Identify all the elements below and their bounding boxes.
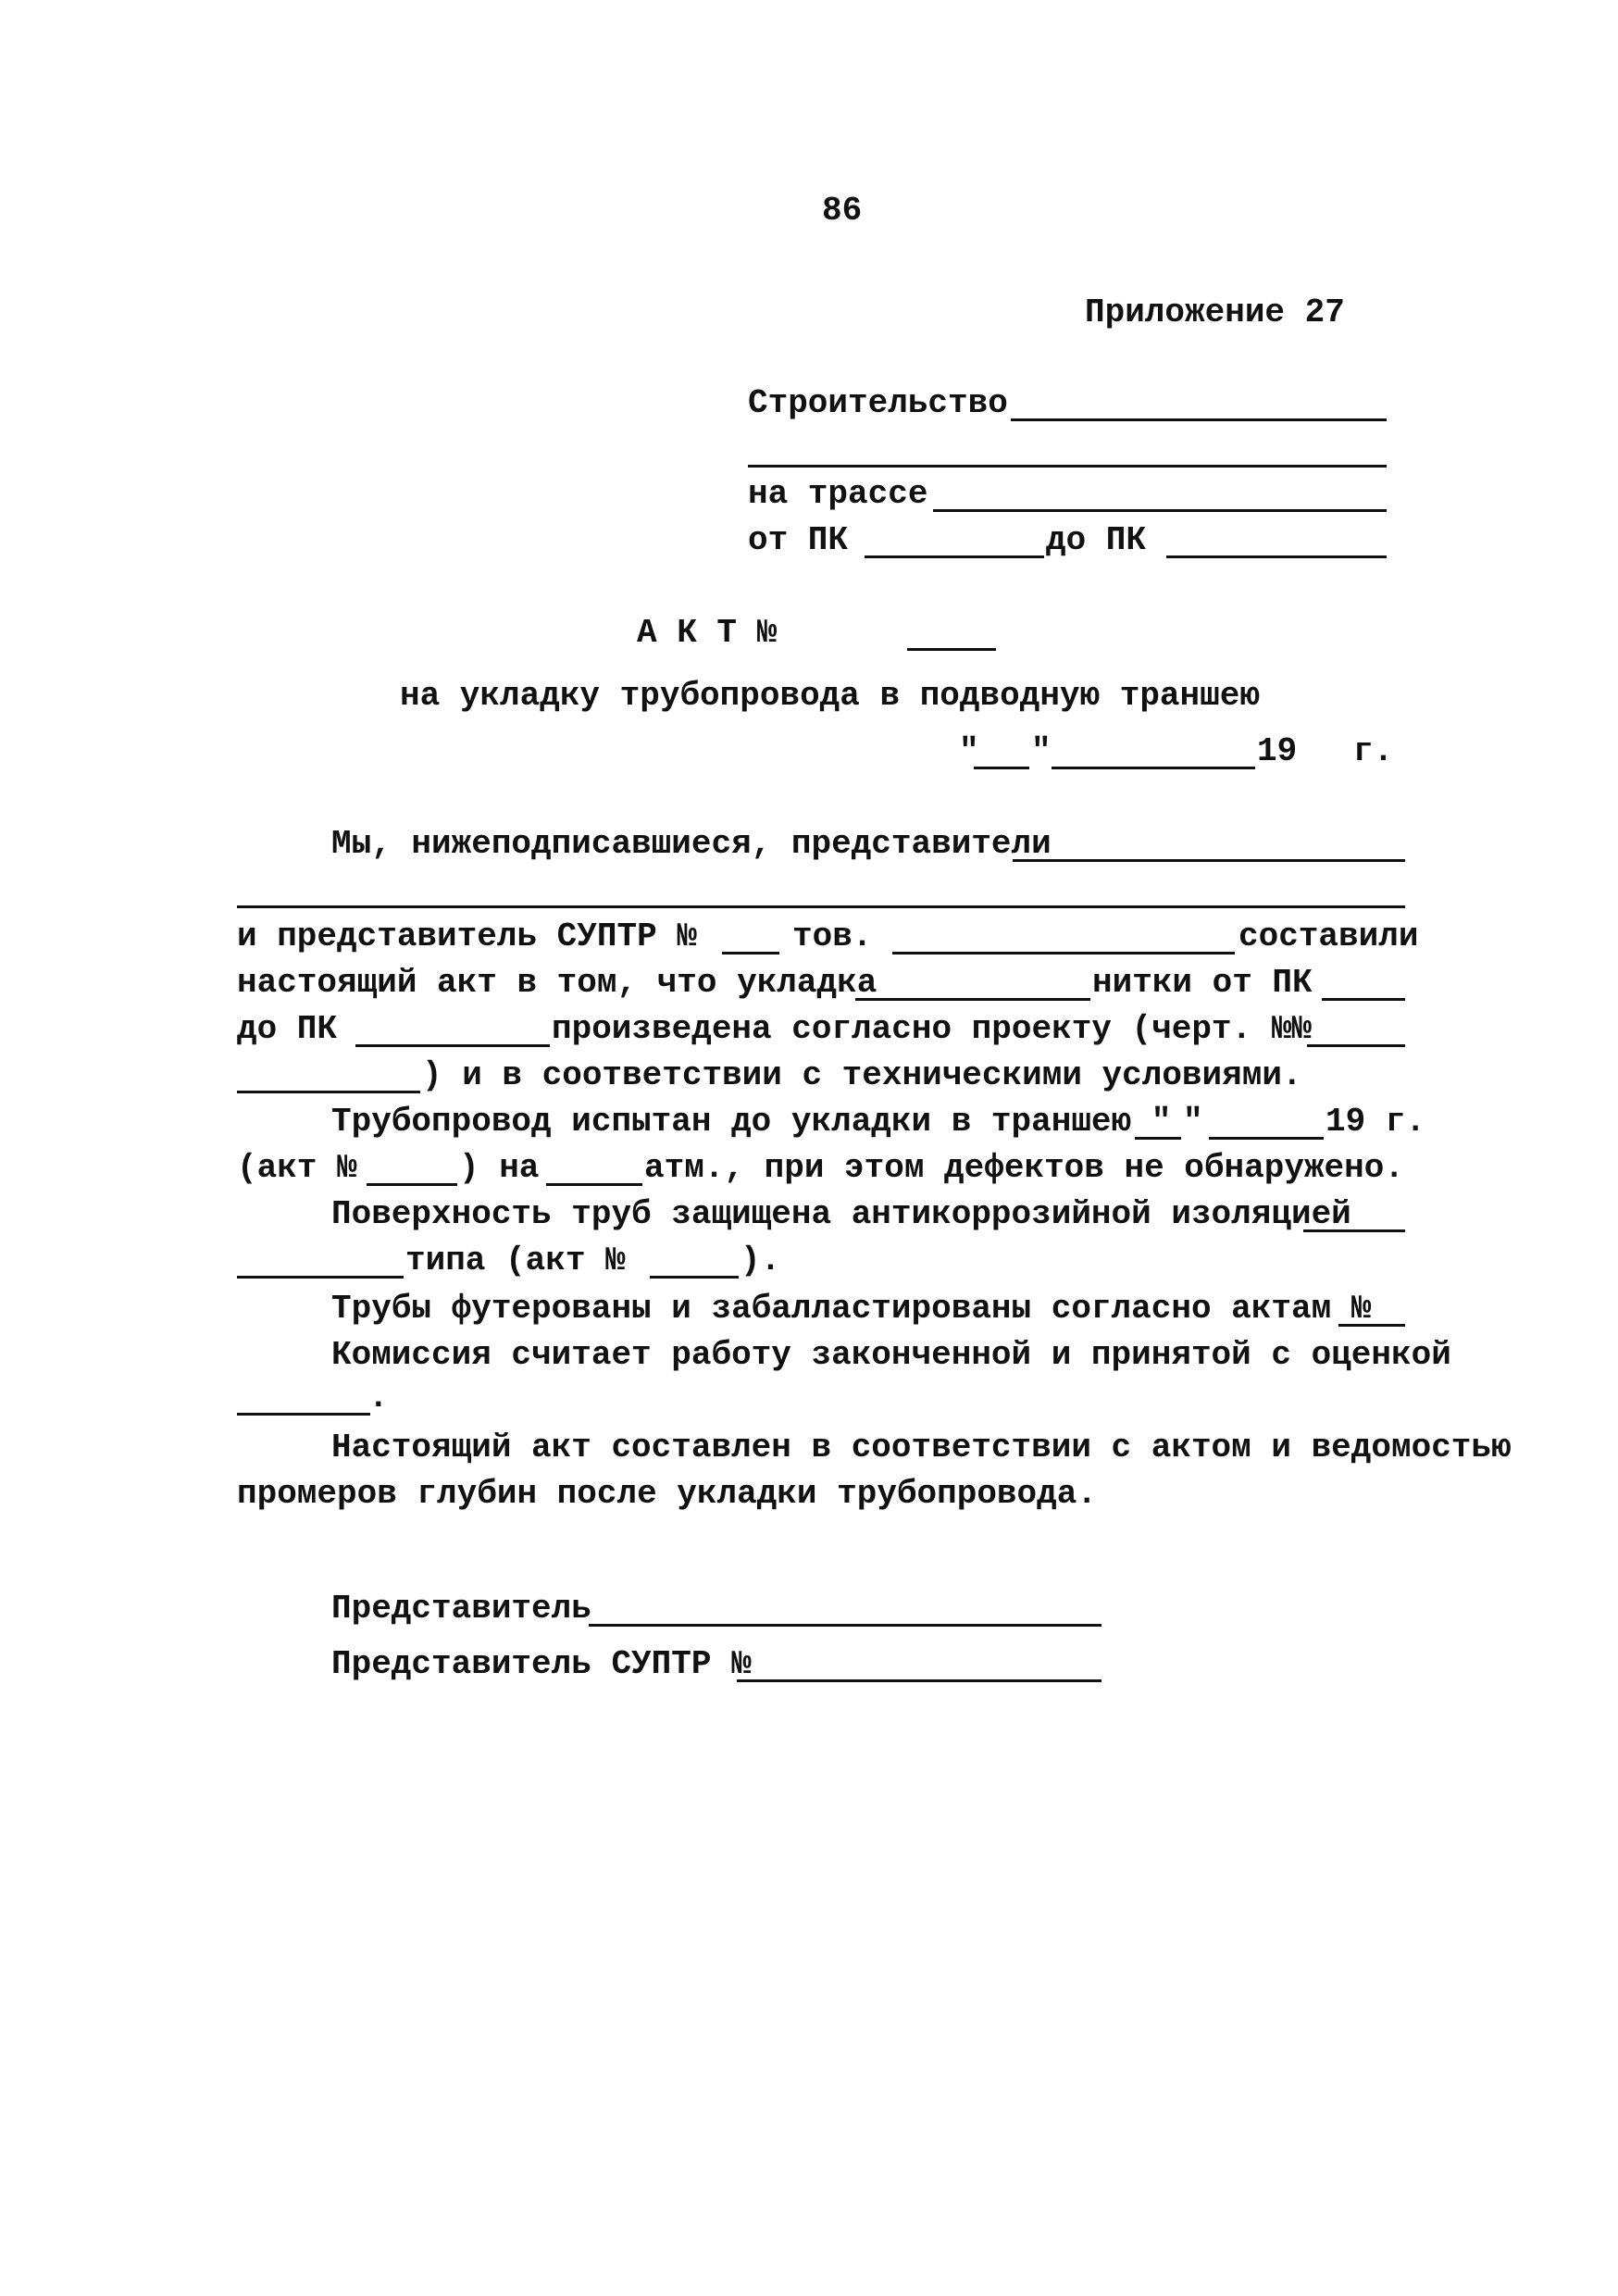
drawing-field-2[interactable]: [237, 1091, 420, 1093]
body-line-10b: ).: [741, 1242, 781, 1279]
insulation-field[interactable]: [1303, 1229, 1405, 1232]
ballast-acts-field[interactable]: [1338, 1324, 1405, 1327]
representatives-field-2[interactable]: [237, 905, 1405, 908]
suptr-number-field[interactable]: [722, 952, 779, 955]
drawing-field[interactable]: [1307, 1044, 1405, 1047]
from-pk-label: от ПК: [748, 521, 849, 559]
from-pk-field[interactable]: [865, 555, 1044, 558]
route-label: на трассе: [748, 475, 928, 513]
thread-field[interactable]: [855, 998, 1090, 1001]
insulation-act-field[interactable]: [650, 1276, 739, 1279]
act-number-field[interactable]: [907, 648, 996, 651]
test-day-field[interactable]: [1135, 1137, 1181, 1140]
body-line-3c: составили: [1238, 917, 1419, 955]
body-line-5a: до ПК: [237, 1010, 338, 1048]
to-pk-label: до ПК: [1046, 521, 1147, 559]
date-quote-close: ": [1031, 732, 1052, 770]
insulation-field-2[interactable]: [237, 1276, 404, 1279]
construction-field[interactable]: [1011, 418, 1387, 421]
body-line-8c: атм., при этом дефектов не обнаружено.: [644, 1149, 1404, 1187]
body-line-8a: (акт №: [237, 1149, 357, 1187]
body-line-13: .: [368, 1379, 389, 1416]
to-pk-field[interactable]: [1166, 555, 1387, 558]
body-line-14: Настоящий акт составлен в соответствии с актом и ведомостью: [331, 1429, 1512, 1466]
body-line-10a: типа (акт №: [405, 1242, 626, 1279]
from-pk-body-field[interactable]: [1322, 998, 1405, 1001]
representatives-field[interactable]: [1013, 859, 1405, 862]
grade-field[interactable]: [237, 1413, 370, 1416]
body-line-3b: тов.: [792, 917, 873, 955]
body-line-4a: настоящий акт в том, что укладка: [237, 964, 877, 1002]
date-quote-open: ": [959, 732, 979, 770]
pressure-field[interactable]: [546, 1183, 642, 1186]
comrade-field[interactable]: [892, 952, 1235, 955]
body-line-7a: Трубопровод испытан до укладки в траншею ": [331, 1103, 1172, 1141]
to-pk-body-field[interactable]: [355, 1044, 550, 1047]
body-line-7c: 19 г.: [1326, 1103, 1426, 1141]
body-line-3a: и представитель СУПТР №: [237, 917, 697, 955]
signature-suptr-field[interactable]: [737, 1679, 1101, 1682]
route-field[interactable]: [933, 509, 1387, 512]
construction-field-2[interactable]: [748, 465, 1387, 468]
appendix-label: Приложение 27: [1085, 293, 1345, 331]
body-line-5b: произведена согласно проекту (черт. №№: [552, 1010, 1312, 1048]
body-line-4b: нитки от ПК: [1092, 964, 1313, 1002]
construction-label: Строительство: [748, 384, 1008, 422]
body-line-9: Поверхность труб защищена антикоррозийной изоляцией: [331, 1195, 1351, 1233]
date-month-field[interactable]: [1052, 767, 1255, 769]
body-line-7b: ": [1183, 1103, 1203, 1141]
body-line-1: Мы, нижеподписавшиеся, представители: [331, 825, 1052, 863]
date-g: г.: [1353, 732, 1394, 770]
body-line-6: ) и в соответствии с техническими условиями.: [422, 1056, 1302, 1094]
date-year: 19: [1257, 732, 1298, 770]
body-line-8b: ) на: [459, 1149, 540, 1187]
test-month-field[interactable]: [1209, 1137, 1324, 1140]
act-subtitle: на укладку трубопровода в подводную траншею: [400, 677, 1260, 715]
signature-representative-field[interactable]: [589, 1624, 1101, 1627]
date-day-field[interactable]: [974, 767, 1029, 769]
act-title: А К Т №: [637, 614, 778, 652]
body-line-11: Трубы футерованы и забалластированы согласно актам №: [331, 1290, 1372, 1328]
signature-representative-label: Представитель: [331, 1590, 591, 1628]
body-line-12: Комиссия считает работу законченной и принятой с оценкой: [331, 1336, 1451, 1374]
page-number: 86: [822, 192, 863, 230]
test-act-field[interactable]: [367, 1183, 457, 1186]
body-line-15: промеров глубин после укладки трубопровода.: [237, 1475, 1097, 1513]
signature-suptr-label: Представитель СУПТР №: [331, 1645, 752, 1683]
